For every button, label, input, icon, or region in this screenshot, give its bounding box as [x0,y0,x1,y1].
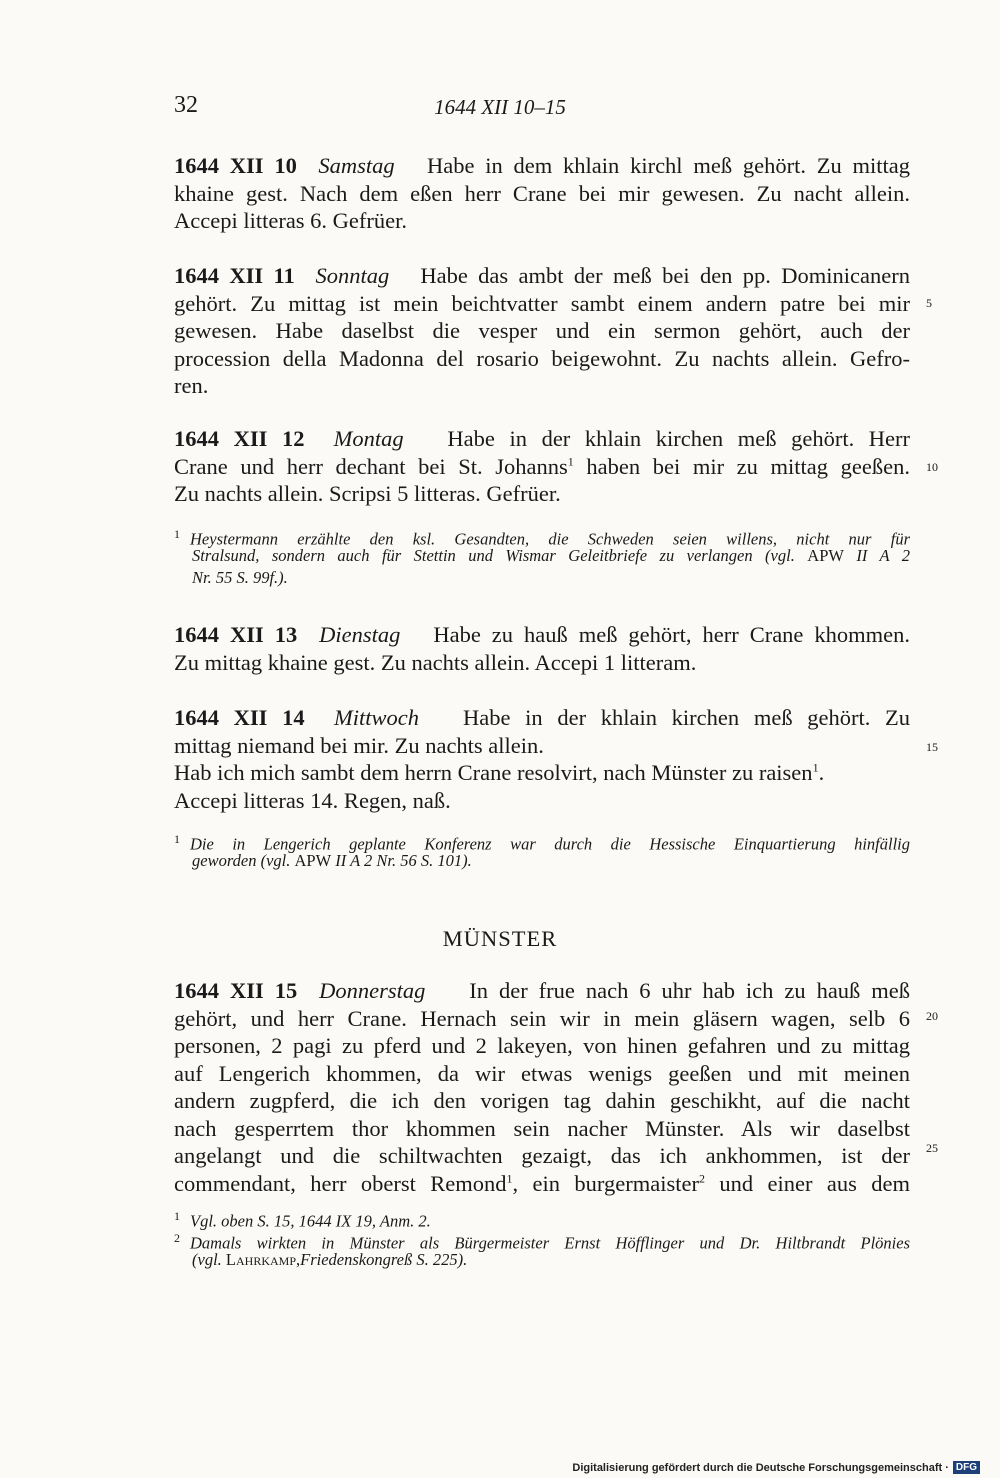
credit-text: Digitalisierung gefördert durch die Deutsche Forschungsgemeinschaft · [572,1461,949,1474]
running-title: 1644 XII 10–15 [434,95,566,119]
footnote-mark: 1 [174,527,180,541]
footnote-xii-14 [174,828,910,872]
line-number: 10 [926,460,938,474]
footnote-text: Die in Lengerich geplante Konferenz war durch die Hessische Einquartierung hinfällig [190,834,910,854]
entry-date: 1644 XII 13 [174,622,298,647]
entry-date: 1644 XII 10 [174,153,297,178]
entry-text: gehört. Zu mittag ist mein beichtvatter sambt einem andern patre bei mir [174,290,910,316]
entry-text: Habe in der khlain kirchen meß gehört. Herr [447,426,911,451]
entry-text: ren. [174,373,209,398]
entry-1644-xii-13 [174,621,910,676]
entry-text: haben bei mir zu mittag geeßen. [586,453,910,479]
entry-text: khaine gest. Nach dem eßen herr Crane bei mir gewesen. Zu nacht allein. [174,180,910,206]
entry-text: Habe das ambt der meß bei den pp. Dominicanern [420,263,910,288]
entry-text: Habe zu hauß meß gehört, herr Crane khommen. [433,622,911,647]
entry-day: Sonntag [315,263,390,288]
footnote-xii-12 [174,523,910,589]
footnote-abbrev: APW [294,851,332,870]
entry-text: Habe in der khlain kirchen meß gehört. Zu [463,705,911,730]
footnote-text: Friedenskongreß S. 225). [300,1250,468,1269]
footnote-text: Damals wirkten in Münster als Bürgermeister Ernst Höfflinger und Dr. Hiltbrandt Plönies [190,1233,910,1253]
entry-day: Montag [333,426,404,451]
footnote-ref: 1 [567,454,574,468]
footnote-ref: 1 [506,1171,513,1185]
line-number: 20 [926,1009,938,1023]
entry-day: Mittwoch [333,705,419,730]
entry-text: andern zugpferd, die ich den vorigen tag dahin geschikht, auf die nacht [174,1088,910,1113]
section-title: MÜNSTER [442,926,558,951]
footnote-mark: 2 [174,1231,180,1245]
footnote-text: Vgl. oben S. 15, 1644 IX 19, Anm. 2. [190,1211,431,1231]
entry-text: gewesen. Habe daselbst die vesper und ein sermon gehört, auch der [174,318,910,343]
entry-date: 1644 XII 15 [174,978,298,1003]
entry-1644-xii-15 [174,977,910,1197]
entry-text: angelangt und die schiltwachten gezaigt, das ich ankhommen, ist der [174,1143,910,1168]
entry-text: personen, 2 pagi zu pferd und 2 lakeyen, von hinen gefahren und zu mittag [174,1033,910,1058]
page-number: 32 [174,92,198,118]
entry-day: Dienstag [319,622,401,647]
entry-date: 1644 XII 14 [174,705,305,730]
footnote-text: (vgl. [192,1250,222,1269]
entry-text: Zu mittag khaine gest. Zu nachts allein. Accepi 1 litteram. [174,649,697,675]
footnote-abbrev: APW [807,546,844,565]
footnote-text: II A 2 Nr. 56 S. 101). [331,851,472,870]
footnote-mark: 1 [174,1209,180,1223]
entry-text: Crane und herr dechant bei St. Johanns [174,453,568,479]
entry-text: gehört, und herr Crane. Hernach sein wir in mein gläsern wagen, selb 6 [174,1005,910,1031]
footnote-ref: 1 [812,760,819,775]
entry-1644-xii-12 [174,425,910,508]
footnote-text: Stralsund, sondern auch für Stettin und Wismar Geleitbriefe zu verlangen (vgl. [192,546,795,565]
entry-text: Zu nachts allein. Scripsi 5 litteras. Gefrüer. [174,481,561,506]
line-number: 5 [926,296,932,310]
entry-text: Accepi litteras 14. Regen, naß. [174,787,451,813]
entry-text: mittag niemand bei mir. Zu nachts allein. [174,732,544,758]
entry-1644-xii-10 [174,152,910,235]
entry-date: 1644 XII 11 [174,263,295,288]
entry-text: Accepi litteras 6. Gefrüer. [174,208,408,233]
entry-date: 1644 XII 12 [174,426,305,451]
footnotes-xii-15 [174,1205,910,1271]
footnote-text: Nr. 55 S. 99f.). [192,568,288,587]
entry-1644-xii-11 [174,262,910,400]
entry-1644-xii-14: 1644 XII 14 Mittwoch Habe in der khlain kirchen meß gehört. Zu mittag niemand bei mir. Zu nachts allein. Hab ich mich sambt dem herrn Crane resolvirt, nach Münster zu raisen$^1$. Accepi litteras 14. Regen, naß. [174,705,911,813]
line-number: 15 [926,740,938,754]
dfg-logo: DFG [953,1461,980,1474]
footnote-text: Heystermann erzählte den ksl. Gesandten, die Schweden seien willens, nicht nur für [190,529,910,549]
entry-text: commendant, herr oberst Remond [174,1170,507,1196]
line-number: 25 [926,1141,938,1155]
footnote-text: geworden (vgl. [192,851,291,870]
entry-text: nach gesperrtem thor khommen sein nacher Münster. Als wir daselbst [174,1115,910,1141]
footnote-mark: 1 [174,832,180,846]
entry-text: Habe in dem khlain kirchl meß gehört. Zu mittag [427,153,911,178]
footnote-text: II A 2 [843,546,911,565]
footnote-ref: 2 [698,1171,705,1185]
entry-day: Samstag [318,153,395,178]
entry-text: In der frue nach 6 uhr hab ich zu hauß meß [469,978,911,1003]
entry-text: auf Lengerich khommen, da wir etwas wenigs geeßen und mit meinen [174,1060,910,1086]
entry-text: , ein burgermaister [512,1170,699,1196]
footnote-author: Lahrkamp, [225,1250,301,1269]
digitization-credit [572,1461,980,1474]
entry-text: und einer aus dem [704,1170,910,1196]
entry-day: Donnerstag [319,978,426,1003]
entry-text: procession della Madonna del rosario beigewohnt. Zu nachts allein. Gefro- [174,345,910,371]
entry-text: Hab ich mich sambt dem herrn Crane resolvirt, nach Münster zu raisen [174,760,813,785]
